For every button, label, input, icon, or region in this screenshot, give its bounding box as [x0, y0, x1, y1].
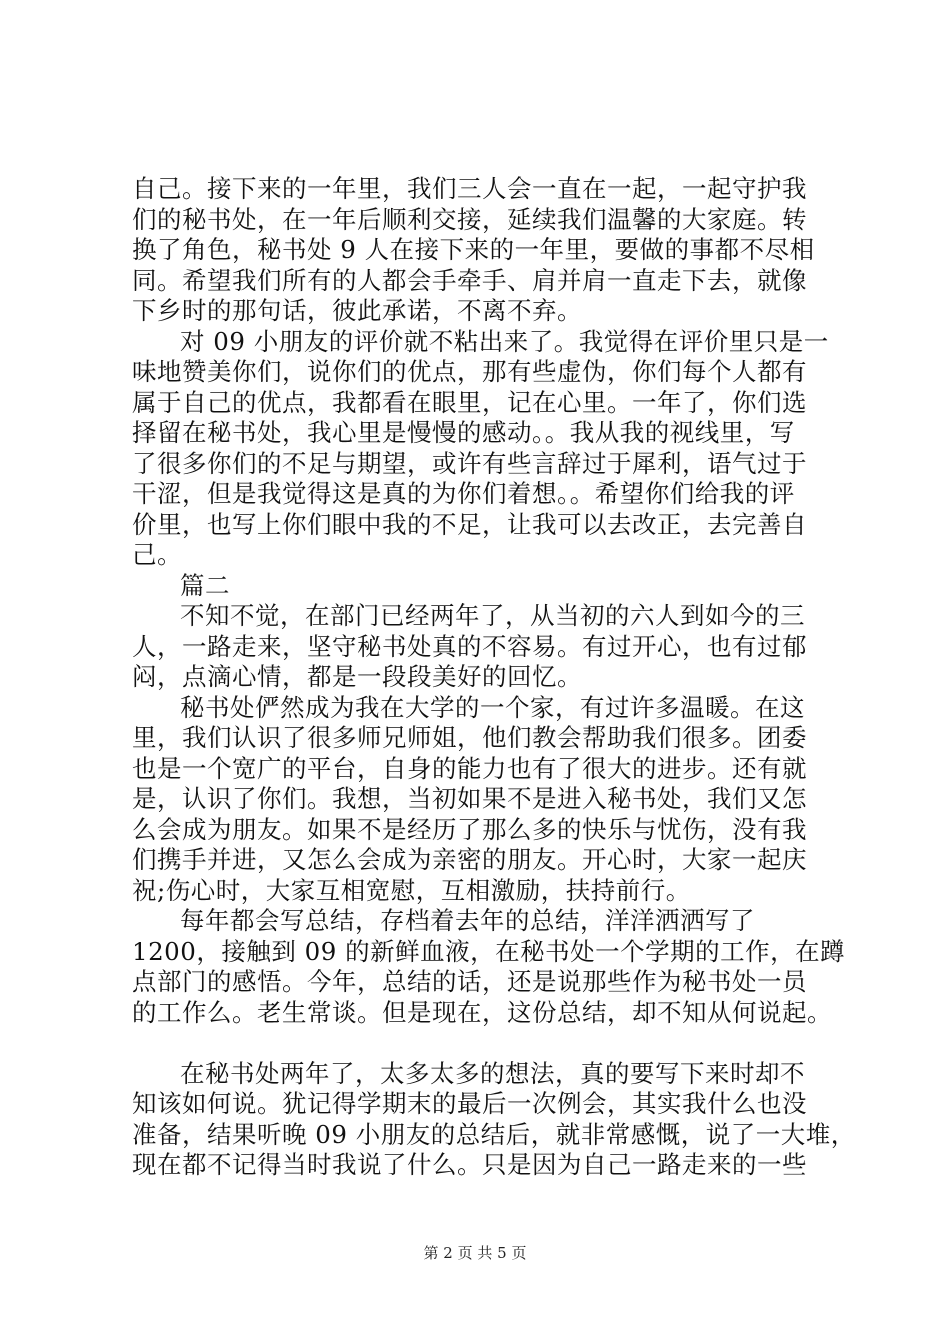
text-line: 也是一个宽广的平台，自身的能力也有了很大的进步。还有就 — [132, 753, 807, 783]
text-line: 祝;伤心时，大家互相宽慰，互相激励，扶持前行。 — [132, 875, 691, 905]
paragraph-start-line: 不知不觉，在部门已经两年了，从当初的六人到如今的三 — [180, 601, 805, 630]
page-number-label: 第 2 页 共 5 页 — [423, 1244, 527, 1262]
text-line: 么会成为朋友。如果不是经历了那么多的快乐与忧伤，没有我 — [132, 814, 807, 844]
text-line: 了很多你们的不足与期望，或许有些言辞过于犀利，语气过于 — [132, 448, 807, 478]
text-line: 干涩，但是我觉得这是真的为你们着想。。希望你们给我的评 — [132, 479, 795, 508]
paragraph-start-line: 在秘书处两年了，太多太多的想法，真的要写下来时却不 — [180, 1058, 805, 1088]
text-line: 点部门的感悟。今年，总结的话，还是说那些作为秘书处一员 — [132, 967, 807, 996]
paragraph-start-line: 对 09 小朋友的评价就不粘出来了。我觉得在评价里只是一 — [180, 326, 829, 356]
text-line: 里，我们认识了很多师兄师姐，他们教会帮助我们很多。团委 — [132, 723, 807, 752]
paragraph-start-line: 秘书处俨然成为我在大学的一个家，有过许多温暖。在这 — [180, 692, 805, 722]
text-line: 人，一路走来，坚守秘书处真的不容易。有过开心，也有过郁 — [132, 631, 807, 661]
text-line: 知该如何说。犹记得学期末的最后一次例会，其实我什么也没 — [132, 1089, 807, 1118]
text-line: 换了角色，秘书处 9 人在接下来的一年里，要做的事都不尽相 — [132, 235, 815, 264]
page-footer — [0, 1244, 950, 1262]
text-line: 价里，也写上你们眼中我的不足，让我可以去改正，去完善自 — [132, 509, 807, 539]
text-line: 属于自己的优点，我都看在眼里，记在心里。一年了，你们选 — [132, 387, 807, 417]
text-line: 闷，点滴心情，都是一段段美好的回忆。 — [132, 662, 582, 691]
text-line: 味地赞美你们，说你们的优点，那有些虚伪，你们每个人都有 — [132, 357, 807, 386]
text-line: 下乡时的那句话，彼此承诺，不离不弃。 — [132, 296, 582, 325]
text-line: 们的秘书处，在一年后顺利交接，延续我们温馨的大家庭。转 — [132, 204, 807, 234]
text-line: 现在都不记得当时我说了什么。只是因为自己一路走来的一些 — [132, 1150, 807, 1179]
text-line: 是，认识了你们。我想，当初如果不是进入秘书处，我们又怎 — [132, 784, 807, 813]
text-line: 己。 — [132, 540, 182, 569]
text-line: 1200，接触到 09 的新鲜血液，在秘书处一个学期的工作，在蹲 — [132, 936, 846, 966]
text-line: 自己。接下来的一年里，我们三人会一直在一起，一起守护我 — [132, 174, 807, 203]
text-line: 准备，结果听晚 09 小朋友的总结后，就非常感慨，说了一大堆， — [132, 1119, 856, 1149]
text-line: 的工作么。老生常谈。但是现在，这份总结，却不知从何说起。 — [132, 997, 832, 1027]
text-line: 择留在秘书处，我心里是慢慢的感动。。我从我的视线里，写 — [132, 418, 795, 447]
text-line: 们携手并进，又怎么会成为亲密的朋友。开心时，大家一起庆 — [132, 845, 807, 874]
paragraph-start-line: 每年都会写总结，存档着去年的总结，洋洋洒洒写了 — [180, 906, 755, 935]
paragraph-gap — [132, 1028, 832, 1059]
text-line: 同。希望我们所有的人都会手牵手、肩并肩一直走下去，就像 — [132, 265, 807, 295]
document-body — [132, 174, 856, 1181]
section-heading: 篇二 — [180, 570, 230, 600]
